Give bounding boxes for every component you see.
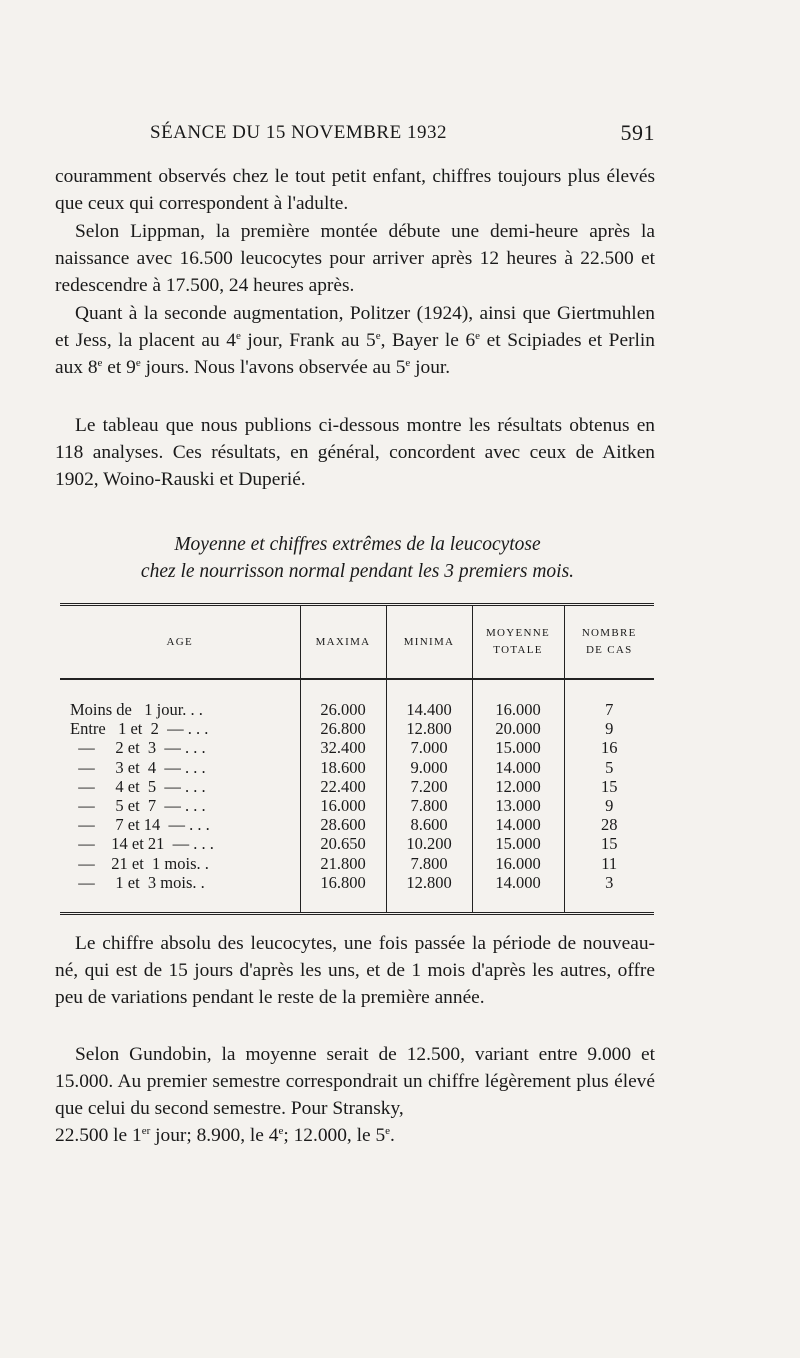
table-row <box>60 854 654 873</box>
cell-minima: 10.200 <box>386 834 472 853</box>
table-row <box>60 738 654 757</box>
cell-age: — 7 et 14 — . . . <box>70 815 210 835</box>
paragraph-7: 22.500 le 1er jour; 8.900, le 4e; 12.000, le 5e. <box>55 1125 395 1146</box>
paragraph-2: Selon Lippman, la première montée débute une demi-heure après la naissance avec 16.500 leucocytes pour arriver après 12 heures à 22.500 et redescendre à 17.500, 24 heures après. <box>55 221 655 296</box>
cell-moyenne: 15.000 <box>472 738 564 757</box>
cell-moyenne: 14.000 <box>472 873 564 914</box>
cell-moyenne: 14.000 <box>472 758 564 777</box>
header-nombre: NOMBRE DE CAS <box>564 605 654 680</box>
header-maxima: MAXIMA <box>300 605 386 680</box>
paragraph-4: Le tableau que nous publions ci-dessous montre les résultats obtenus en 118 analyses. Ces résultats, en général, concordent avec ceux de Aitken 1902, Woino-Rauski et Duperié. <box>55 415 655 490</box>
paragraph-1: couramment observés chez le tout petit enfant, chiffres toujours plus élevés que ceux qui correspondent à l'adulte. <box>55 166 655 214</box>
table-body <box>60 679 654 914</box>
cell-nombre-cas: 9 <box>564 719 654 738</box>
cell-maxima: 28.600 <box>300 815 386 834</box>
cell-minima: 12.800 <box>386 873 472 914</box>
cell-nombre-cas: 15 <box>564 777 654 796</box>
table-row <box>60 758 654 777</box>
cell-nombre-cas: 3 <box>564 873 654 914</box>
table-row <box>60 815 654 834</box>
cell-age: — 14 et 21 — . . . <box>70 834 214 854</box>
cell-nombre-cas: 11 <box>564 854 654 873</box>
cell-maxima: 18.600 <box>300 758 386 777</box>
running-header <box>150 118 655 158</box>
cell-maxima: 20.650 <box>300 834 386 853</box>
cell-age: — 1 et 3 mois. . <box>70 872 205 892</box>
cell-age: Moins de 1 jour. . . <box>70 700 203 719</box>
cell-moyenne: 12.000 <box>472 777 564 796</box>
cell-maxima: 16.000 <box>300 796 386 815</box>
cell-moyenne: 20.000 <box>472 719 564 738</box>
cell-moyenne: 16.000 <box>472 854 564 873</box>
running-title: SÉANCE DU 15 NOVEMBRE 1932 <box>150 122 447 143</box>
table-caption <box>60 531 655 585</box>
cell-maxima: 26.000 <box>300 679 386 719</box>
cell-nombre-cas: 15 <box>564 834 654 853</box>
paragraph-3: Quant à la seconde augmentation, Politzer (1924), ainsi que Giertmuhlen et Jess, la placent au 4e jour, Frank au 5e, Bayer le 6e et Scipiades et Perlin aux 8e et 9e jours. Nous l'avons observée au 5e jour. <box>55 303 655 378</box>
cell-maxima: 32.400 <box>300 738 386 757</box>
cell-nombre-cas: 7 <box>564 679 654 719</box>
paragraph-5: Le chiffre absolu des leucocytes, une fois passée la période de nouveau-né, qui est de 15 jours d'après les uns, et de 1 mois d'après les autres, offre peu de variations pendant le reste de la première année. <box>55 933 655 1008</box>
cell-age: Entre 1 et 2 — . . . <box>70 719 209 739</box>
table-row <box>60 777 654 796</box>
cell-nombre-cas: 5 <box>564 758 654 777</box>
caption-line-2: chez le nourrisson normal pendant les 3 premiers mois. <box>140 561 575 582</box>
cell-minima: 12.800 <box>386 719 472 738</box>
cell-maxima: 22.400 <box>300 777 386 796</box>
table-row <box>60 679 654 719</box>
cell-age: — 4 et 5 — . . . <box>70 776 206 796</box>
cell-nombre-cas: 16 <box>564 738 654 757</box>
cell-minima: 7.800 <box>386 854 472 873</box>
cell-moyenne: 13.000 <box>472 796 564 815</box>
cell-age: — 3 et 4 — . . . <box>70 757 206 777</box>
cell-minima: 7.200 <box>386 777 472 796</box>
table-row <box>60 719 654 738</box>
cell-minima: 8.600 <box>386 815 472 834</box>
cell-age: — 5 et 7 — . . . <box>70 796 206 816</box>
header-moyenne: MOYENNE TOTALE <box>472 605 564 680</box>
cell-nombre-cas: 9 <box>564 796 654 815</box>
cell-minima: 14.400 <box>386 679 472 719</box>
cell-minima: 7.800 <box>386 796 472 815</box>
table-header-row <box>60 605 654 680</box>
cell-moyenne: 15.000 <box>472 834 564 853</box>
cell-moyenne: 16.000 <box>472 679 564 719</box>
cell-minima: 7.000 <box>386 738 472 757</box>
cell-maxima: 26.800 <box>300 719 386 738</box>
page-number: 591 <box>620 120 655 145</box>
header-age: AGE <box>60 605 300 680</box>
cell-maxima: 16.800 <box>300 873 386 914</box>
leucocytosis-table <box>60 603 654 915</box>
cell-maxima: 21.800 <box>300 854 386 873</box>
cell-age: — 21 et 1 mois. . <box>70 853 209 873</box>
cell-nombre-cas: 28 <box>564 815 654 834</box>
caption-line-1: Moyenne et chiffres extrêmes de la leucocytose <box>174 534 541 555</box>
table-row <box>60 873 654 914</box>
table-row <box>60 834 654 853</box>
cell-minima: 9.000 <box>386 758 472 777</box>
table-row <box>60 796 654 815</box>
header-minima: MINIMA <box>386 605 472 680</box>
cell-moyenne: 14.000 <box>472 815 564 834</box>
paragraph-6: Selon Gundobin, la moyenne serait de 12.500, variant entre 9.000 et 15.000. Au premier semestre correspondrait un chiffre légèrement plus élevé que celui du second semestre. Pour Stransky, <box>55 1044 655 1119</box>
cell-age: — 2 et 3 — . . . <box>70 738 206 758</box>
